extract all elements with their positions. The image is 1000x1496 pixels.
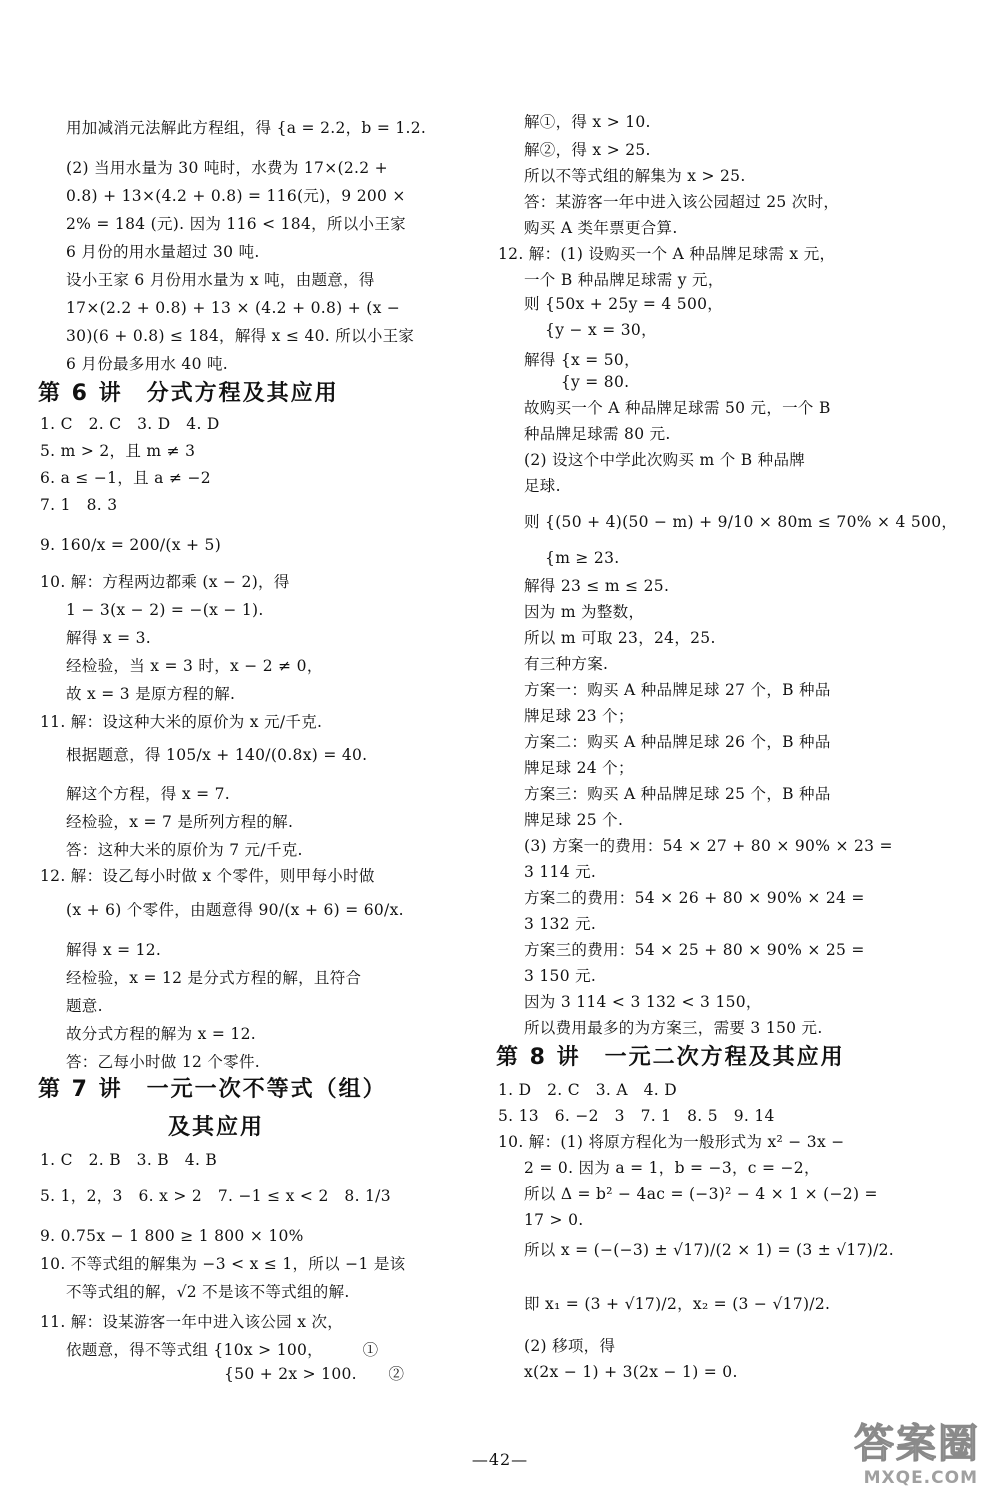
answer-line: 解得 23 ≤ m ≤ 25. xyxy=(524,577,670,595)
section-heading: 第 8 讲 一元二次方程及其应用 xyxy=(496,1045,845,1070)
answer-line: 17×(2.2 + 0.8) + 13 × (4.2 + 0.8) + (x − xyxy=(66,299,401,317)
answer-line: 所以 x = (−(−3) ± √17)/(2 × 1) = (3 ± √17)/2. xyxy=(524,1241,895,1259)
answer-line: 3 132 元. xyxy=(524,915,597,933)
answer-line: 3 114 元. xyxy=(524,863,597,881)
answer-line: 即 x₁ = (3 + √17)/2，x₂ = (3 − √17)/2. xyxy=(524,1295,831,1313)
answer-line: 5. m > 2，且 m ≠ 3 xyxy=(40,442,196,460)
answer-line: 11. 解：设这种大米的原价为 x 元/千克. xyxy=(40,713,323,731)
answer-line: 根据题意，得 105/x + 140/(0.8x) = 40. xyxy=(66,746,368,764)
answer-line: 所以费用最多的为方案三，需要 3 150 元. xyxy=(524,1019,823,1037)
answer-line: 0.8) + 13×(4.2 + 0.8) = 116(元)，9 200 × xyxy=(66,187,406,205)
answer-line: x(2x − 1) + 3(2x − 1) = 0. xyxy=(524,1363,738,1381)
answer-line: 2% = 184 (元). 因为 116 < 184，所以小王家 xyxy=(66,215,406,233)
answer-line: (3) 方案一的费用：54 × 27 + 80 × 90% × 23 = xyxy=(524,837,893,855)
answer-line: 牌足球 25 个. xyxy=(524,811,624,829)
answer-line: 3 150 元. xyxy=(524,967,597,985)
answer-line: 设小王家 6 月份用水量为 x 吨，由题意，得 xyxy=(66,271,375,289)
answer-line: 则 {50x + 25y = 4 500， xyxy=(524,295,724,313)
answer-line: 有三种方案. xyxy=(524,655,609,673)
answer-line: 解这个方程，得 x = 7. xyxy=(66,785,230,803)
answer-line: 解得 x = 3. xyxy=(66,629,151,647)
answer-line: 10. 解：方程两边都乘 (x − 2)，得 xyxy=(40,573,290,591)
answer-line: {y − x = 30， xyxy=(524,321,657,339)
answer-line: 10. 解：(1) 将原方程化为一般形式为 x² − 3x − xyxy=(498,1133,845,1151)
answer-line: 解得 {x = 50， xyxy=(524,351,640,369)
answer-line: 方案二的费用：54 × 26 + 80 × 90% × 24 = xyxy=(524,889,865,907)
section-heading: 及其应用 xyxy=(168,1115,265,1140)
answer-line: 5. 1，2，3 6. x > 2 7. −1 ≤ x < 2 8. 1/3 xyxy=(40,1187,391,1205)
answer-line: 5. 13 6. −2 3 7. 1 8. 5 9. 14 xyxy=(498,1107,775,1125)
answer-line: 17 > 0. xyxy=(524,1211,584,1229)
answer-line: 购买 A 类年票更合算. xyxy=(524,219,678,237)
answer-line: 经检验，x = 12 是分式方程的解，且符合 xyxy=(66,969,362,987)
answer-line: 解得 x = 12. xyxy=(66,941,162,959)
answer-line: 2 = 0. 因为 a = 1，b = −3，c = −2， xyxy=(524,1159,820,1177)
answer-line: 故分式方程的解为 x = 12. xyxy=(66,1025,256,1043)
watermark-url: MXQE.COM xyxy=(863,1468,978,1488)
section-heading: 第 7 讲 一元一次不等式（组） xyxy=(38,1077,387,1102)
answer-line: 方案一：购买 A 种品牌足球 27 个，B 种品 xyxy=(524,681,831,699)
answer-line: 11. 解：设某游客一年中进入该公园 x 次， xyxy=(40,1313,344,1331)
answer-line: 答：乙每小时做 12 个零件. xyxy=(66,1053,261,1071)
answer-line: 所以不等式组的解集为 x > 25. xyxy=(524,167,746,185)
answer-line: 1. C 2. B 3. B 4. B xyxy=(40,1151,218,1169)
section-heading: 第 6 讲 分式方程及其应用 xyxy=(38,381,339,406)
answer-line: 30)(6 + 0.8) ≤ 184，解得 x ≤ 40. 所以小王家 xyxy=(66,327,415,345)
answer-line: 7. 1 8. 3 xyxy=(40,496,118,514)
answer-line: 种品牌足球需 80 元. xyxy=(524,425,671,443)
answer-line: 9. 0.75x − 1 800 ≥ 1 800 × 10% xyxy=(40,1227,304,1245)
answer-line: 则 {(50 + 4)(50 − m) + 9/10 × 80m ≤ 70% × 4 500， xyxy=(524,513,958,531)
answer-line: 故 x = 3 是原方程的解. xyxy=(66,685,236,703)
answer-line: 6. a ≤ −1，且 a ≠ −2 xyxy=(40,469,211,487)
answer-line: 方案二：购买 A 种品牌足球 26 个，B 种品 xyxy=(524,733,831,751)
answer-line: 故购买一个 A 种品牌足球需 50 元，一个 B xyxy=(524,399,831,417)
answer-line: 用加减消元法解此方程组，得 {a = 2.2，b = 1.2. xyxy=(66,119,427,137)
answer-line: {m ≥ 23. xyxy=(524,549,620,567)
answer-line: 方案三：购买 A 种品牌足球 25 个，B 种品 xyxy=(524,785,831,803)
answer-line: 所以 m 可取 23，24，25. xyxy=(524,629,716,647)
answer-line: 一个 B 种品牌足球需 y 元， xyxy=(524,271,724,289)
answer-line: 10. 不等式组的解集为 −3 < x ≤ 1，所以 −1 是该 xyxy=(40,1255,406,1273)
answer-line: 所以 Δ = b² − 4ac = (−3)² − 4 × 1 × (−2) = xyxy=(524,1185,878,1203)
answer-line: 经检验，当 x = 3 时，x − 2 ≠ 0， xyxy=(66,657,323,675)
answer-line: (2) 移项，得 xyxy=(524,1337,616,1355)
page-number: —42— xyxy=(471,1450,529,1469)
answer-line: 经检验，x = 7 是所列方程的解. xyxy=(66,813,294,831)
answer-line: 答：某游客一年中进入该公园超过 25 次时， xyxy=(524,193,840,211)
answer-line: 1 − 3(x − 2) = −(x − 1). xyxy=(66,601,264,619)
answer-line: 因为 3 114 < 3 132 < 3 150， xyxy=(524,993,762,1011)
answer-line: 不等式组的解，√2 不是该不等式组的解. xyxy=(66,1283,350,1301)
answer-line: 6 月份最多用水 40 吨. xyxy=(66,355,228,373)
answer-line: {y = 80. xyxy=(524,373,630,391)
answer-line: 依题意，得不等式组 {10x > 100， ① xyxy=(66,1341,379,1359)
watermark-text: 答案圈 xyxy=(854,1421,980,1467)
answer-line: 6 月份的用水量超过 30 吨. xyxy=(66,243,260,261)
answer-line: 解①，得 x > 10. xyxy=(524,113,651,131)
watermark-logo xyxy=(802,1412,992,1492)
answer-line: 12. 解：(1) 设购买一个 A 种品牌足球需 x 元， xyxy=(498,245,836,263)
answer-line: 牌足球 23 个； xyxy=(524,707,634,725)
answer-line: 答：这种大米的原价为 7 元/千克. xyxy=(66,841,303,859)
answer-line: 9. 160/x = 200/(x + 5) xyxy=(40,536,222,554)
answer-line: 足球. xyxy=(524,477,561,495)
answer-line: 牌足球 24 个； xyxy=(524,759,634,777)
answer-line: (x + 6) 个零件，由题意得 90/(x + 6) = 60/x. xyxy=(66,901,404,919)
answer-line: 方案三的费用：54 × 25 + 80 × 90% × 25 = xyxy=(524,941,865,959)
answer-line: 12. 解：设乙每小时做 x 个零件，则甲每小时做 xyxy=(40,867,375,885)
answer-line: {50 + 2x > 100. ② xyxy=(66,1365,405,1383)
answer-line: 1. C 2. C 3. D 4. D xyxy=(40,415,220,433)
answer-line: (2) 当用水量为 30 吨时，水费为 17×(2.2 + xyxy=(66,159,388,177)
answer-line: 解②，得 x > 25. xyxy=(524,141,651,159)
answer-line: 1. D 2. C 3. A 4. D xyxy=(498,1081,677,1099)
answer-line: 题意. xyxy=(66,997,103,1015)
answer-line: (2) 设这个中学此次购买 m 个 B 种品牌 xyxy=(524,451,806,469)
answer-line: 因为 m 为整数， xyxy=(524,603,645,621)
